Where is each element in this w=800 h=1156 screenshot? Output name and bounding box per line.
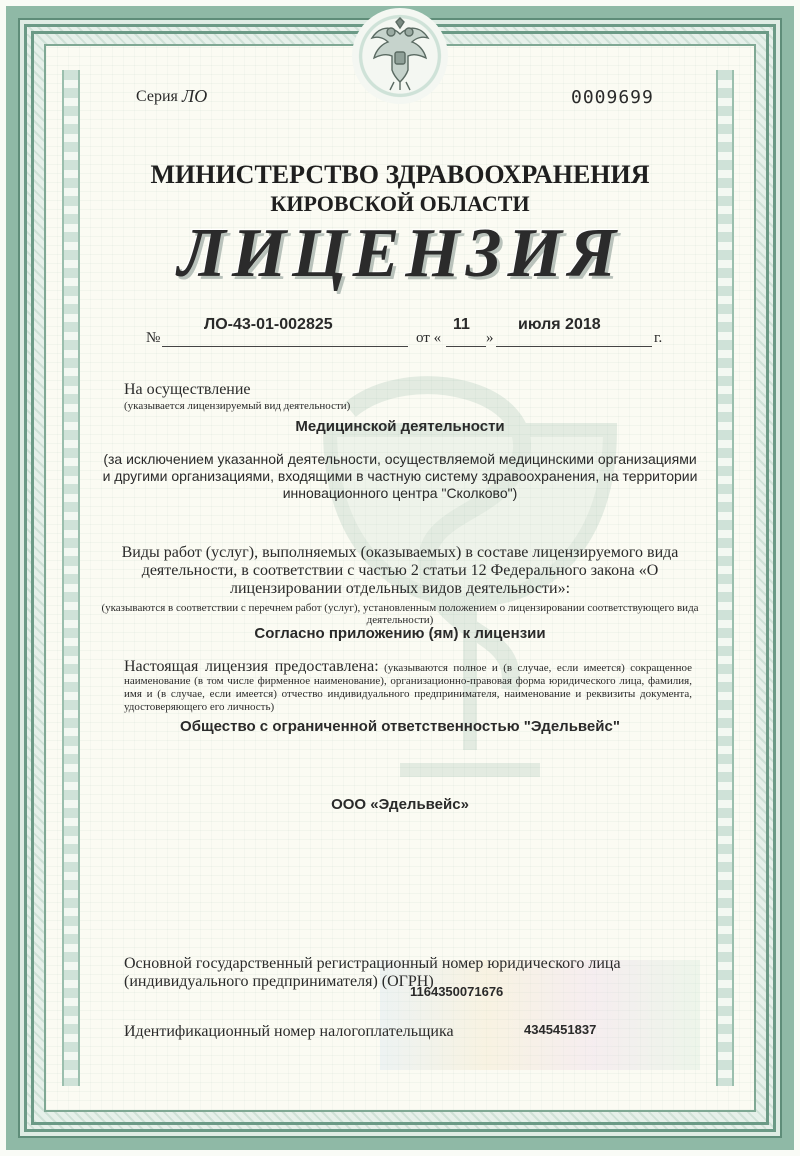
activity-value: Медицинской деятельности — [295, 418, 505, 435]
license-number: ЛО-43-01-002825 — [204, 316, 333, 333]
activity-note: (за исключением указанной деятельности, осуществляемой медицинскими организациями и другими организациями, входящими в частную систему здравоохранения, на территории инновационного центра "Сколково") — [102, 451, 698, 501]
provided-label: Настоящая лицензия предоставлена: — [124, 658, 379, 675]
date-from-label: от « — [416, 330, 442, 346]
day-close-quote: » — [486, 330, 494, 346]
activity-label: На осуществление — [124, 381, 251, 398]
works-description: Виды работ (услуг), выполняемых (оказываемых) в составе лицензируемого вида деятельности, в соответствии с частью 2 статьи 12 Федерального закона «О лицензировании отдельных видов деятельности»: — [121, 544, 679, 597]
organization-short-name: ООО «Эдельвейс» — [331, 796, 469, 813]
day-underline — [446, 346, 486, 347]
license-month-year: июля 2018 — [518, 316, 601, 333]
series-value: ЛО — [182, 86, 208, 106]
works-value: Согласно приложению (ям) к лицензии — [254, 625, 546, 642]
ogrn-label: Основной государственный регистрационный номер юридического лица (индивидуального предпринимателя) (ОГРН) — [124, 955, 621, 990]
document-title: ЛИЦЕНЗИЯ — [177, 215, 623, 292]
number-underline — [162, 346, 408, 347]
blank-number: 0009699 — [571, 87, 654, 108]
double-headed-eagle-emblem — [360, 14, 440, 94]
ogrn-value: 1164350071676 — [410, 984, 504, 999]
inn-label: Идентификационный номер налогоплательщика — [124, 1023, 454, 1040]
month-underline — [496, 346, 652, 347]
ministry-name-line2: КИРОВСКОЙ ОБЛАСТИ — [270, 191, 530, 216]
license-number-sign: № — [146, 330, 161, 346]
provided-to-block — [124, 660, 692, 714]
license-day: 11 — [453, 316, 470, 333]
ministry-name-line1: МИНИСТЕРСТВО ЗДРАВООХРАНЕНИЯ — [150, 160, 650, 189]
series-label: Серия — [136, 88, 178, 105]
activity-hint: (указывается лицензируемый вид деятельности) — [124, 400, 351, 412]
organization-full-name: Общество с ограниченной ответственностью "Эдельвейс" — [180, 718, 620, 735]
provided-hint: (указываются полное и (в случае, если имеется) сокращенное наименование (в том числе фирменное наименование), организационно-правовая форма юридического лица, фамилия, имя и (в случае, если имеется) отчество индивидуального предпринимателя, наименование и реквизиты документа, удостоверяющего его личность) — [124, 662, 692, 713]
works-hint: (указываются в соответствии с перечнем работ (услуг), установленным положением о лицензировании соответствующего вида деятельности) — [101, 602, 699, 626]
inn-value: 4345451837 — [524, 1022, 597, 1037]
year-suffix: г. — [654, 330, 663, 346]
